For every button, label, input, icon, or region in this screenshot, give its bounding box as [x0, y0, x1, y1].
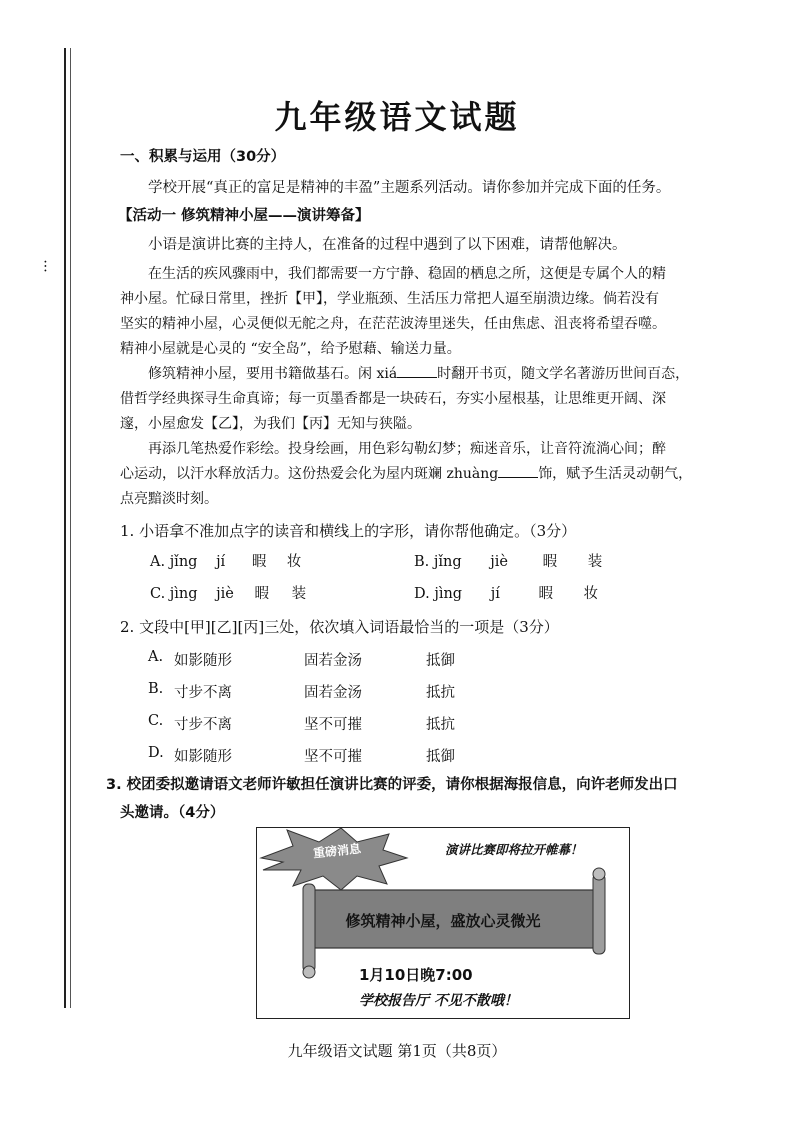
q2-option-text: 如影随形 [174, 653, 232, 669]
q1-option-text: 暇 [538, 586, 553, 602]
passage-line [148, 363, 689, 385]
poster-announcement: 演讲比赛即将拉开帷幕！ [445, 842, 583, 857]
q2-option-b [148, 681, 455, 701]
q1-option-text: jiè [216, 586, 234, 602]
q2-option-d [148, 745, 455, 765]
q1-stem: 1. 小语拿不准加点字的读音和横线上的字形，请你帮他确定。（3分） [120, 522, 577, 540]
passage-text: 饰，赋予生活灵动朝气， [538, 466, 693, 482]
q1-option-text: jí [490, 586, 500, 602]
passage-line: 借哲学经典探寻生命真谛；每一页墨香都是一块砖石，夯实小屋根基，让思维更开阔、深 [120, 391, 666, 407]
q1-option-b [414, 550, 602, 571]
q2-option-text: 寸步不离 [174, 685, 232, 701]
passage-text: 修筑精神小屋，要用书籍做基石。闲 xiá [148, 366, 398, 382]
passage-line [120, 463, 692, 485]
q1-option-text: 装 [587, 554, 603, 570]
passage-line: 邃，小屋愈发【乙】，为我们【丙】无知与狭隘。 [120, 416, 421, 432]
binding-line-inner [70, 48, 71, 1008]
q2-option-text: 如影随形 [174, 749, 232, 765]
q1-option-b-label: B. jǐng [414, 554, 462, 570]
scroll-curl [303, 966, 315, 978]
q2-option-label: C. [148, 713, 164, 729]
passage-line: 点亮黯淡时刻。 [120, 491, 218, 507]
q3-stem-line2: 头邀请。（4分） [120, 805, 225, 821]
margin-mark: ··· [36, 259, 53, 273]
poster-banner-text: 修筑精神小屋，盛放心灵微光 [345, 912, 541, 930]
binding-line [64, 48, 66, 1008]
q1-option-text: 装 [291, 586, 307, 602]
q2-option-text: 坚不可摧 [304, 717, 362, 733]
activity1-heading: 【活动一 修筑精神小屋——演讲筹备】 [118, 208, 370, 224]
activity1-intro: 小语是演讲比赛的主持人，在准备的过程中遇到了以下困难，请帮他解决。 [148, 237, 627, 253]
q2-option-c [148, 713, 455, 733]
passage-text: 心运动，以汗水释放活力。这份热爱会化为屋内斑斓 zhuàng [120, 466, 499, 482]
q1-option-text: 暇 [542, 554, 558, 570]
q1-option-text: 暇 [254, 586, 269, 602]
q3-stem-line1: 3. 校团委拟邀请语文老师许敏担任演讲比赛的评委，请你根据海报信息，向许老师发出口 [106, 777, 678, 793]
q1-option-a-label: A. jǐng [150, 554, 198, 570]
scroll-curl [593, 868, 605, 880]
q1-option-text: jí [216, 554, 226, 570]
poster-place: 学校报告厅 不见不散哦！ [359, 993, 518, 1009]
q1-option-c [150, 582, 306, 603]
q2-option-label: B. [148, 681, 164, 697]
q1-option-d-label: D. jìng [414, 586, 463, 602]
q1-option-c-label: C. jìng [150, 586, 198, 602]
passage-line: 再添几笔热爱作彩绘。投身绘画，用色彩勾勒幻梦；痴迷音乐，让音符流淌心间；醉 [148, 441, 666, 457]
q2-option-a [148, 649, 455, 669]
q1-option-text: 暇 [251, 554, 267, 570]
q2-option-text: 坚不可摧 [304, 749, 362, 765]
page-footer: 九年级语文试题 第1页（共8页） [287, 1042, 507, 1060]
q2-option-text: 固若金汤 [304, 653, 362, 669]
q2-option-text: 寸步不离 [174, 717, 232, 733]
q1-option-d [414, 582, 598, 603]
section1-heading: 一、积累与运用（30分） [120, 149, 286, 165]
event-poster [256, 827, 630, 1019]
q1-option-a [150, 550, 301, 571]
q1-option-text: 妆 [583, 586, 599, 602]
q1-option-text: jiè [490, 554, 508, 570]
passage-line: 坚实的精神小屋，心灵便似无舵之舟，在茫茫波涛里迷失，任由焦虑、沮丧将希望吞噬。 [120, 316, 666, 332]
q2-option-text: 固若金汤 [304, 685, 362, 701]
page-title: 九年级语文试题 [274, 98, 520, 136]
q2-option-label: D. [148, 745, 164, 761]
passage-text: 时翻开书页，随文学名著游历世间百态， [437, 366, 690, 382]
q2-option-text: 抵御 [426, 653, 455, 669]
passage-line: 精神小屋就是心灵的 “安全岛”，给予慰藉、输送力量。 [120, 341, 461, 357]
q2-option-label: A. [148, 649, 164, 665]
intro-text: 学校开展“真正的富足是精神的丰盈”主题系列活动。请你参加并完成下面的任务。 [148, 180, 671, 196]
answer-blank [498, 463, 538, 478]
q2-stem: 2. 文段中[甲][乙][丙]三处，依次填入词语最恰当的一项是（3分） [120, 618, 559, 636]
q2-option-text: 抵抗 [426, 685, 455, 701]
q1-option-text: 妆 [286, 554, 302, 570]
poster-time: 1月10日晚7:00 [359, 966, 473, 984]
q2-option-text: 抵御 [426, 749, 455, 765]
q2-option-text: 抵抗 [426, 717, 455, 733]
passage-line: 神小屋。忙碌日常里，挫折【甲】，学业瓶颈、生活压力常把人逼至崩溃边缘。倘若没有 [120, 291, 659, 307]
passage-line: 在生活的疾风骤雨中，我们都需要一方宁静、稳固的栖息之所，这便是专属个人的精 [148, 266, 666, 282]
poster-burst-text: 重磅消息 [312, 841, 362, 861]
answer-blank [397, 363, 437, 378]
